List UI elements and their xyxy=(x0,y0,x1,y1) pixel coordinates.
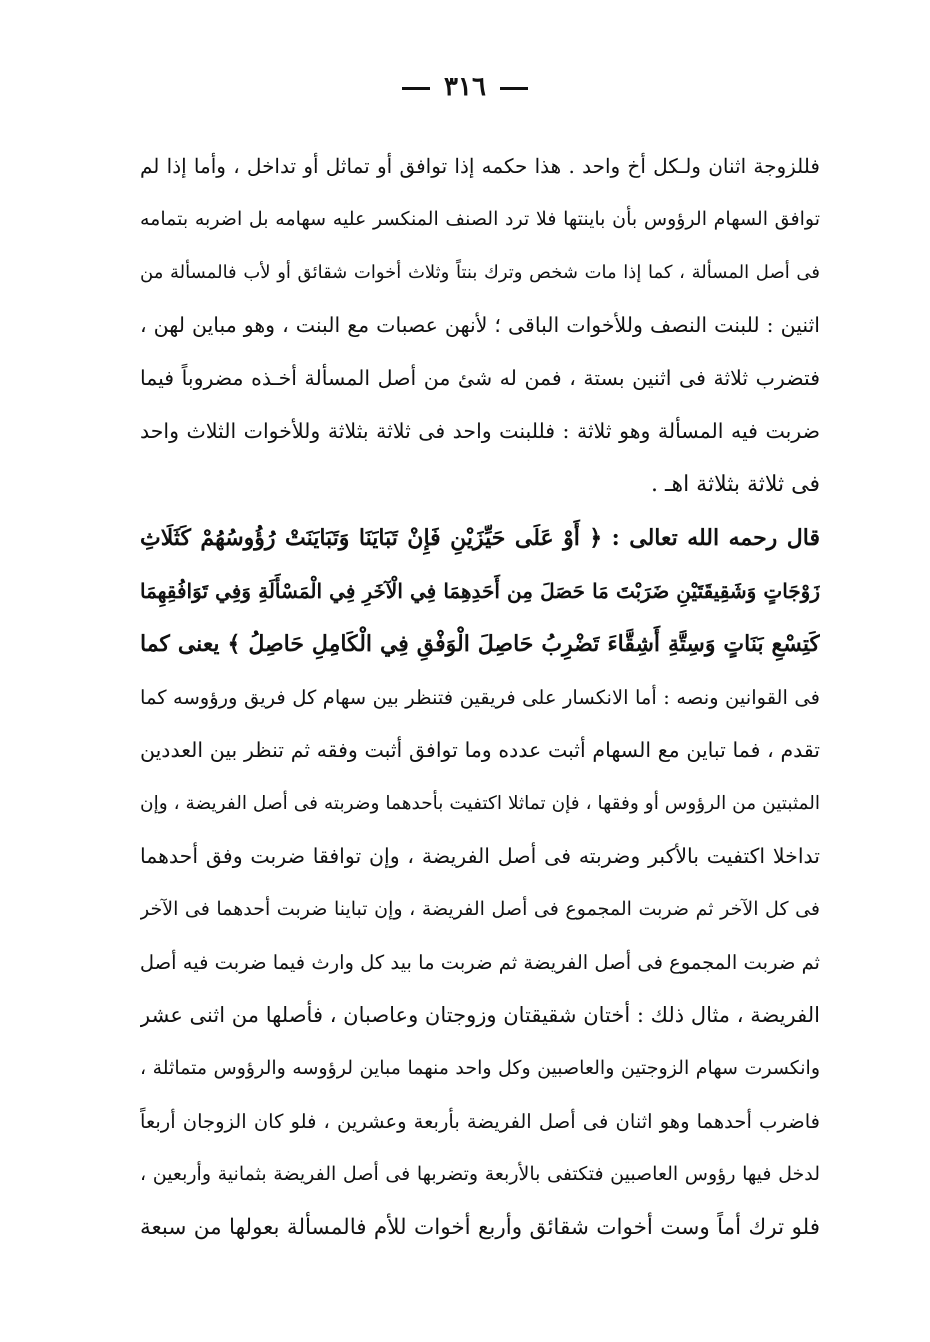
text-line: ضربت فيه المسألة وهو ثلاثة : فللبنت واحد فى ثلاثة بثلاثة وللأخوات الثلاث واحد xyxy=(140,419,820,443)
text-line: الفريضة ، مثال ذلك : أختان شقيقتان وزوجتان وعاصبان ، فأصلها من اثنى عشر xyxy=(140,1003,820,1027)
right-dash xyxy=(402,87,430,90)
text-line: قال رحمه الله تعالى : ﴿ أَوْ عَلَى حَيِّزَيْنِ فَإِنْ تَبَايَنَا وَتَبَايَنَتْ رُؤُوسُهُمْ كَثَلَاثِ xyxy=(140,525,820,551)
text-line: اثنين : للبنت النصف وللأخوات الباقى ؛ لأنهن عصبات مع البنت ، وهو مباين لهن ، xyxy=(140,313,820,337)
text-line: لدخل فيها رؤوس العاصبين فتكتفى بالأربعة وتضربها فى أصل الفريضة بثمانية وأربعين ، xyxy=(140,1163,820,1185)
text-line: توافق السهام الرؤوس بأن باينتها فلا ترد الصنف المنكسر عليه سهامه بل اضربه بتمامه xyxy=(140,208,820,230)
text-line: فى القوانين ونصه : أما الانكسار على فريقين فتنظر بين سهام كل فريق ورؤوسه كما xyxy=(140,686,820,709)
page-number-header xyxy=(0,72,930,102)
text-line: كَتِسْعِ بَنَاتٍ وَسِتَّةِ أَشِقَّاءَ تَضْرِبُ حَاصِلَ الْوَفْقِ فِي الْكَامِلِ حَاصِلُ ﴾ يعنى كما xyxy=(140,631,820,657)
text-line: تقدم ، فما تباين مع السهام أثبت عدده وما توافق أثبت وفقه ثم تنظر بين العددين xyxy=(140,738,820,762)
text-line: وانكسرت سهام الزوجتين والعاصبين وكل واحد منهما مباين لرؤوسه والرؤوس متماثلة ، xyxy=(140,1057,820,1079)
text-line: فى أصل المسألة ، كما إذا مات شخص وترك بنتاً وثلاث أخوات شقائق أو لأب فالمسألة من xyxy=(140,262,820,283)
text-line: فى كل الآخر ثم ضربت المجموع فى أصل الفريضة ، وإن تباينا ضربت أحدهما فى الآخر xyxy=(140,898,820,920)
text-line: ثم ضربت المجموع فى أصل الفريضة ثم ضربت ما بيد كل وارث فيما ضربت فيه أصل xyxy=(140,951,820,974)
paragraph-2 xyxy=(140,512,820,1254)
text-line: فتضرب ثلاثة فى اثنين بستة ، فمن له شئ من أصل المسألة أخـذه مضروباً فيما xyxy=(140,366,820,390)
text-line: فللزوجة اثنان ولـكل أخ واحد . هذا حكمه إذا توافق أو تماثل أو تداخل ، وأما إذا لم xyxy=(140,154,820,178)
paragraph-1 xyxy=(140,140,820,511)
text-line: فاضرب أحدهما وهو اثنان فى أصل الفريضة بأربعة وعشرين ، فلو كان الزوجان أربعاً xyxy=(140,1110,820,1133)
text-line: تداخلا اكتفيت بالأكبر وضربته فى أصل الفريضة ، وإن توافقا ضربت وفق أحدهما xyxy=(140,844,820,868)
left-dash xyxy=(500,87,528,90)
text-line: فى ثلاثة بثلاثة اهـ . xyxy=(651,472,820,497)
text-line: فلو ترك أماً وست أخوات شقائق وأربع أخوات للأم فالمسألة بعولها من سبعة xyxy=(140,1215,820,1240)
text-line: زَوْجَاتٍ وَشَقِيقَتَيْنِ ضَرَبْتَ مَا حَصَلَ مِن أَحَدِهِمَا فِي الْآخَرِ فِي الْمَسْأَلَةِ وَفِي تَوَافُقِهِمَا xyxy=(140,579,820,603)
text-line: المثبتين من الرؤوس أو وفقها ، فإن تماثلا اكتفيت بأحدهما وضربته فى أصل الفريضة ، وإن xyxy=(140,793,820,814)
page-number: ٣١٦ xyxy=(444,72,486,102)
